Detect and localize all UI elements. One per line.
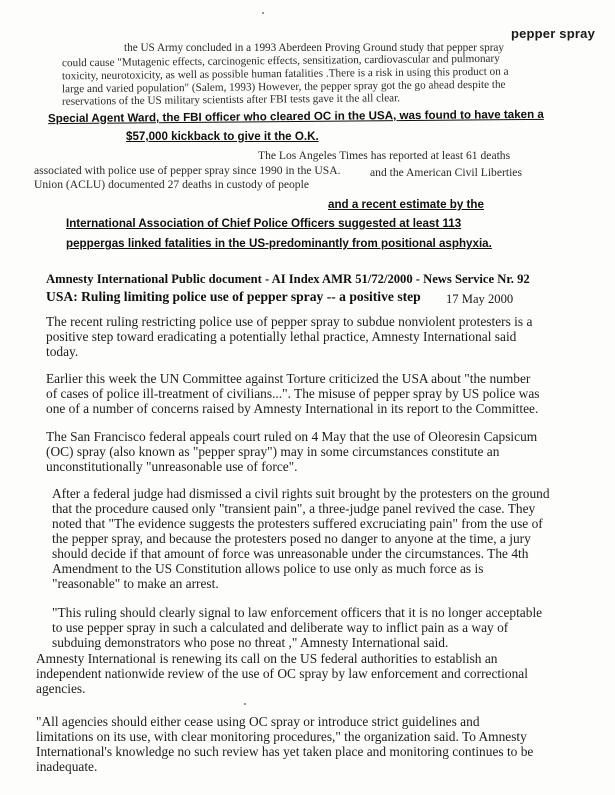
page-header-tag: pepper spray: [510, 26, 595, 41]
article-source: Amnesty International Public document - AI Index AMR 51/72/2000 - News Service Nr. 92: [46, 272, 530, 286]
la-times-line: Union (ACLU) documented 27 deaths in custody of people: [34, 178, 309, 191]
callout-line: $57,000 kickback to give it the O.K.: [126, 130, 319, 143]
la-times-line: associated with police use of pepper spray since 1990 in the USA.: [34, 164, 341, 177]
paragraph-line: International's knowledge no such review has yet taken place and monitoring continues to be: [36, 744, 534, 759]
paragraph-line: Amendment to the US Constitution allows police to use only as much force as is: [52, 561, 484, 576]
paragraph-line: should decide if that amount of force was unreasonable under the circumstances. The 4th: [52, 546, 529, 561]
callout-line: and a recent estimate by the: [328, 198, 484, 211]
article-title: USA: Ruling limiting police use of pepper spray -- a positive step: [46, 289, 421, 304]
paragraph-line: subduing demonstrators who pose no threat ," Amnesty International said.: [52, 635, 449, 650]
la-times-line: and the American Civil Liberties: [370, 166, 522, 179]
paragraph-line: one of a number of concerns raised by Amnesty International in its report to the Committee.: [46, 401, 539, 416]
la-times-line: The Los Angeles Times has reported at least 61 deaths: [258, 149, 511, 162]
callout-line: Special Agent Ward, the FBI officer who cleared OC in the USA, was found to have taken a: [47, 107, 544, 126]
paragraph-line: After a federal judge had dismissed a civil rights suit brought by the protesters on the ground: [52, 486, 550, 501]
paragraph-line: "This ruling should clearly signal to law enforcement officers that it is no longer acceptable: [52, 605, 543, 620]
paragraph-line: Amnesty International is renewing its call on the US federal authorities to establish an: [36, 651, 498, 666]
paragraph-line: noted that "The evidence suggests the protesters suffered excruciating pain" from the use of: [52, 516, 543, 531]
paragraph-line: that the procedure caused only "transient pain", a three-judge panel revived the case. They: [52, 501, 536, 516]
paragraph-line: independent nationwide review of the use of OC spray by law enforcement and correctional: [36, 666, 528, 681]
paragraph-line: limitations on its use, with clear monitoring procedures," the organization said. To Amnesty: [36, 729, 527, 744]
paragraph-line: to use pepper spray in such a calculated and deliberate way to inflict pain as a way of: [52, 620, 509, 635]
paragraph-line: positive step toward eradicating a potentially lethal practice, Amnesty International said: [46, 329, 517, 344]
paragraph-line: today.: [46, 344, 79, 359]
excerpt-line: could cause "Mutagenic effects, carcinogenic effects, sensitization, cardiovascular and pulmonary: [61, 52, 500, 70]
excerpt-line: the US Army concluded in a 1993 Aberdeen Proving Ground study that pepper spray: [124, 42, 504, 54]
paragraph-line: agencies.: [36, 681, 86, 696]
scan-speck: [244, 703, 246, 705]
paragraph-line: of cases of police ill-treatment of civilians...". The misuse of pepper spray by US police was: [46, 386, 540, 401]
article-date: 17 May 2000: [446, 292, 514, 306]
paragraph-line: unconstitutionally "unreasonable use of force".: [46, 459, 298, 474]
paragraph-line: The San Francisco federal appeals court ruled on 4 May that the use of Oleoresin Capsicum: [46, 429, 538, 444]
excerpt-line: toxicity, neurotoxicity, as well as possible human fatalities .There is a risk in using this product on a: [61, 65, 509, 83]
paragraph-line: inadequate.: [36, 759, 98, 774]
scan-speck: [262, 12, 264, 14]
paragraph-line: "reasonable" to make an arrest.: [52, 576, 219, 591]
paragraph-line: (OC) spray (also known as "pepper spray") may in some circumstances constitute an: [46, 444, 500, 459]
callout-line: International Association of Chief Police Officers suggested at least 113: [66, 217, 462, 230]
paragraph-line: The recent ruling restricting police use of pepper spray to subdue nonviolent protesters is a: [46, 314, 533, 329]
paragraph-line: "All agencies should either cease using OC spray or introduce strict guidelines and: [36, 714, 480, 729]
excerpt-line: large and varied population" (Salem, 1993) However, the pepper spray got the go ahead despite the: [61, 78, 506, 96]
paragraph-line: Earlier this week the UN Committee against Torture criticized the USA about "the number: [46, 371, 531, 386]
paragraph-line: the pepper spray, and because the protesters posed no danger to anyone at the time, a jury: [52, 531, 531, 546]
callout-line: peppergas linked fatalities in the US-predominantly from positional asphyxia.: [66, 237, 492, 250]
excerpt-line: reservations of the US military scientists after FBI tests gave it the all clear.: [61, 92, 401, 108]
